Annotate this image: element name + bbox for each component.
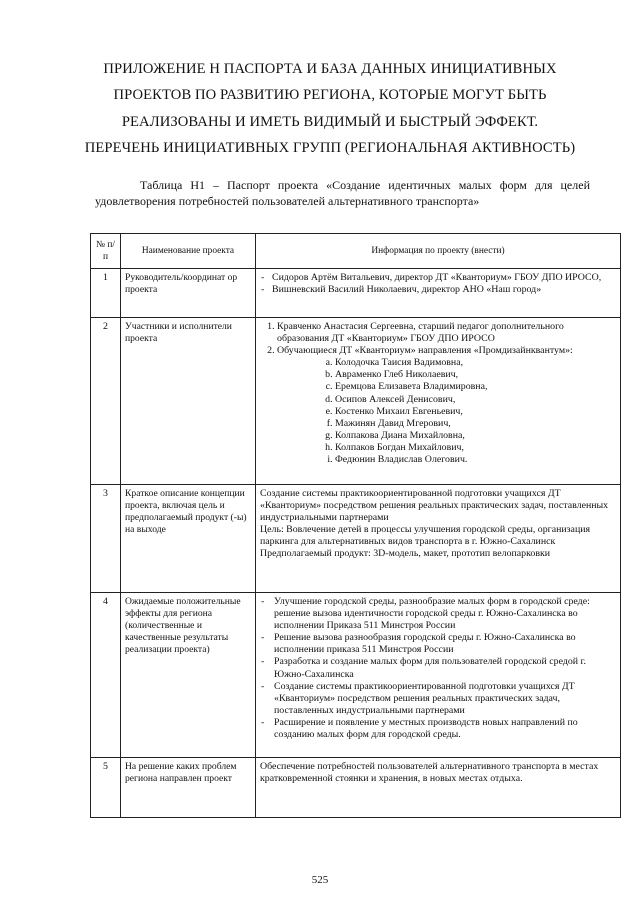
list-item: 1. Кравченко Анастасия Сергеевна, старший педагог дополнительного образования ДТ «Кванториум» ГБОУ ДПО ИРОСО [277, 321, 616, 345]
student-name: d. Осипов Алексей Денисович, [335, 394, 616, 406]
student-name: c. Еремцова Елизавета Владимировна, [335, 381, 616, 393]
participants-list [260, 321, 616, 466]
list-item: - Разработка и создание малых форм для пользователей городской средой г. Южно-Сахалинска [260, 656, 616, 680]
row-info [256, 269, 621, 318]
list-item: - Решение вызова разнообразия городской среды г. Южно-Сахалинска во исполнении приказа 511 Минстроя России [260, 632, 616, 656]
row-info [256, 485, 621, 593]
goal-text: Цель: Вовлечение детей в процессы улучшения городской среды, организация паркинга для альтернативных видов транспорта в г. Южно-Сахалинск [260, 524, 591, 548]
student-name: i. Федюнин Владислав Олегович. [335, 454, 616, 466]
header-num: № п/п [91, 234, 121, 269]
row-number: 5 [91, 758, 121, 818]
concept-text: Создание системы практикоориентированной подготовки учащихся ДТ «Кванториум» посредством решения реальных практических задач, поставленных индустриальными партнерами [260, 488, 609, 524]
table-row [91, 485, 621, 593]
row-number: 1 [91, 269, 121, 318]
row-info: Обеспечение потребностей пользователей альтернативного транспорта в местах кратковременной стоянки и хранения, в новых местах отдыха. [256, 758, 621, 818]
student-name: a. Колодочка Таисия Вадимовна, [335, 357, 616, 369]
table-row [91, 593, 621, 758]
table-caption [95, 178, 590, 209]
project-passport-table [90, 233, 621, 818]
student-name: b. Авраменко Глеб Николаевич, [335, 369, 616, 381]
heading-line-4: ПЕРЕЧЕНЬ ИНИЦИАТИВНЫХ ГРУПП (РЕГИОНАЛЬНАЯ АКТИВНОСТЬ) [84, 139, 576, 156]
row-number: 2 [91, 318, 121, 485]
list-item: - Вишневский Василий Николаевич, директор АНО «Наш город» [260, 284, 616, 296]
student-name: h. Колпаков Богдан Михайлович, [335, 442, 616, 454]
students-intro: Обучающиеся ДТ «Кванториум» направления «Промдизайнквантум»: [277, 345, 573, 357]
students-list [277, 357, 616, 466]
list-item: - Расширение и появление у местных производств новых направлений по созданию малых форм для городской среды. [260, 717, 616, 741]
product-text: Предполагаемый продукт: 3D-модель, макет, прототип велопарковки [260, 548, 551, 560]
caption-line-2: удовлетворения потребностей пользователей альтернативного транспорта» [95, 193, 480, 208]
row-title: Руководитель/координат ор проекта [121, 269, 256, 318]
row-title: Ожидаемые положительные эффекты для региона (количественные и качественные результаты реализации проекта) [121, 593, 256, 758]
header-name: Наименование проекта [121, 234, 256, 269]
row-info [256, 318, 621, 485]
page-number: 525 [311, 874, 329, 886]
student-name: g. Колпакова Диана Михайловна, [335, 430, 616, 442]
header-info: Информация по проекту (внести) [256, 234, 621, 269]
table-row [91, 269, 621, 318]
list-item: - Создание системы практикоориентированной подготовки учащихся ДТ «Кванториум» посредством решения реальных практических задач, поставленных индустриальными партнерами [260, 681, 616, 717]
table-row [91, 758, 621, 818]
student-name: e. Костенко Михаил Евгеньевич, [335, 406, 616, 418]
student-name: f. Мажинян Давид Мгерович, [335, 418, 616, 430]
row-title: На решение каких проблем региона направлен проект [121, 758, 256, 818]
page-heading [70, 56, 590, 161]
caption-line-1: Таблица Н1 – Паспорт проекта «Создание идентичных малых форм для целей [140, 178, 590, 192]
table-row [91, 318, 621, 485]
row-info [256, 593, 621, 758]
heading-line-1: ПРИЛОЖЕНИЕ Н ПАСПОРТА И БАЗА ДАННЫХ ИНИЦИАТИВНЫХ [103, 61, 557, 77]
list-item [277, 345, 616, 466]
row-title: Краткое описание концепции проекта, включая цель и предполагаемый продукт (-ы) на выходе [121, 485, 256, 593]
table-header-row [91, 234, 621, 269]
effects-list [260, 596, 616, 741]
row-number: 4 [91, 593, 121, 758]
heading-line-3: РЕАЛИЗОВАНЫ И ИМЕТЬ ВИДИМЫЙ И БЫСТРЫЙ ЭФФЕКТ. [121, 113, 539, 130]
row-title: Участники и исполнители проекта [121, 318, 256, 485]
heading-line-2: ПРОЕКТОВ ПО РАЗВИТИЮ РЕГИОНА, КОТОРЫЕ МОГУТ БЫТЬ [113, 87, 547, 104]
row-number: 3 [91, 485, 121, 593]
list-item: - Улучшение городской среды, разнообразие малых форм в городской среде: решение вызова идентичности городской среды г. Южно-Сахалинска во исполнении Приказа 511 Минстроя России [260, 596, 616, 632]
list-item: - Сидоров Артём Витальевич, директор ДТ «Кванториум» ГБОУ ДПО ИРОСО, [260, 272, 616, 284]
